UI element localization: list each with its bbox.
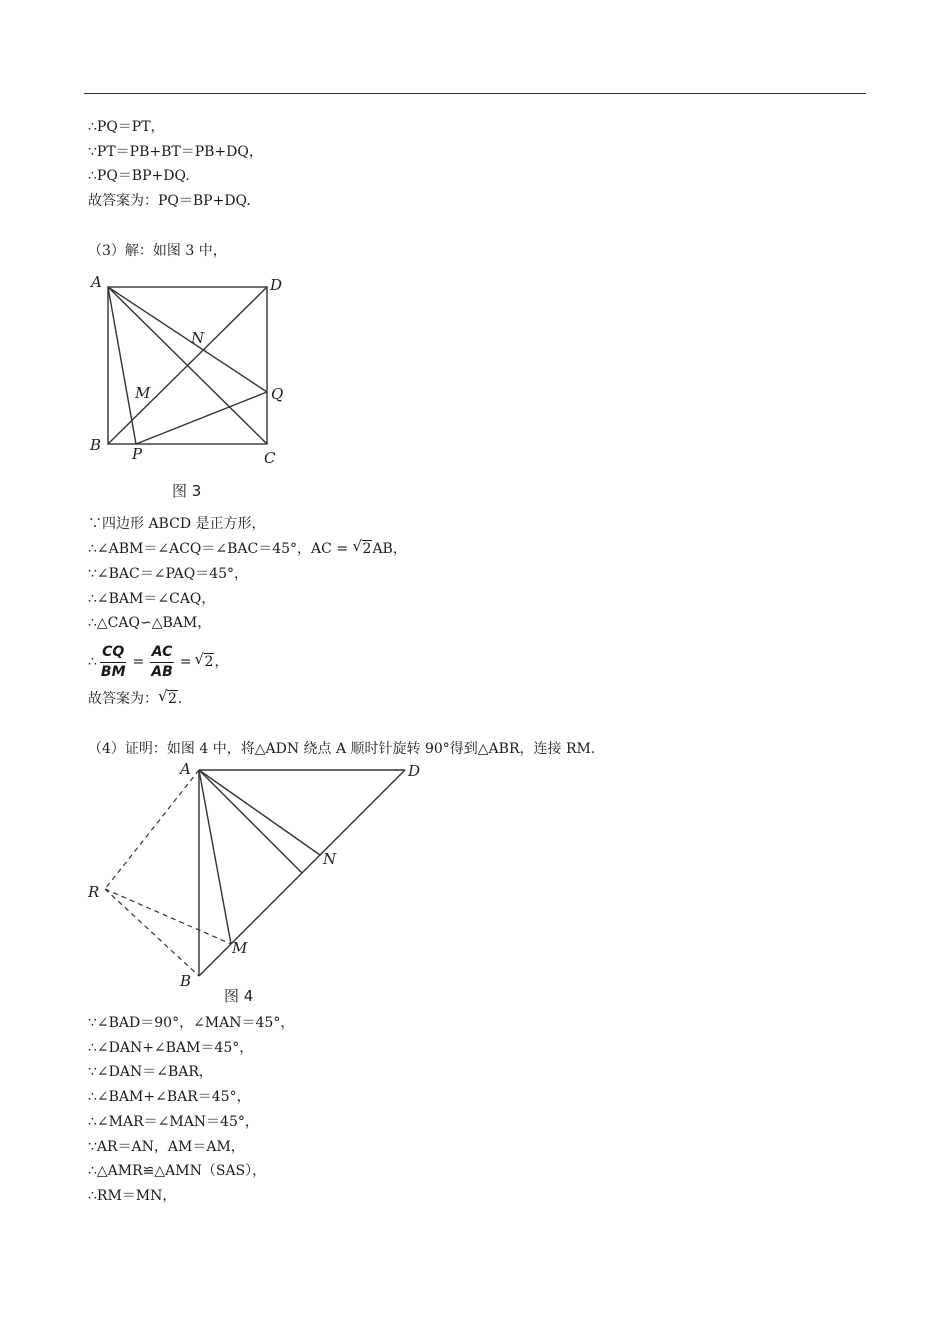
text-line: ∵四边形 ABCD 是正方形，	[88, 516, 266, 532]
label-q: Q	[271, 385, 284, 403]
text-segment: ∴	[88, 654, 97, 670]
text-line: （4）证明：如图 4 中，将△ADN 绕点 A 顺时针旋转 90°得到△ABR，连接 RM.	[88, 741, 596, 757]
sqrt-expression: √ 2	[194, 650, 214, 670]
text-line: ∵PT＝PB+BT＝PB+DQ，	[88, 144, 263, 160]
label-n: N	[323, 850, 337, 868]
sqrt-expression: √ 2	[352, 537, 372, 557]
text-line-fraction	[88, 641, 228, 683]
text-line: （3）解：如图 3 中，	[88, 243, 227, 259]
label-p: P	[132, 445, 143, 463]
figure-3	[84, 270, 299, 505]
text-line	[88, 537, 407, 558]
text-line: ∴∠BAM+∠BAR＝45°，	[88, 1089, 251, 1105]
header-rule	[84, 93, 866, 94]
label-d: D	[270, 276, 283, 294]
text-line: ∴PQ＝PT，	[88, 119, 165, 135]
text-segment: .	[177, 691, 183, 707]
segment-rb	[105, 889, 199, 976]
text-line: ∵∠DAN＝∠BAR，	[88, 1064, 213, 1080]
text-line: ∴△CAQ∽△BAM，	[88, 615, 212, 631]
text-line: ∵AR＝AN，AM＝AM，	[88, 1139, 245, 1155]
label-c: C	[264, 449, 276, 467]
text-segment: ∴∠ABM＝∠ACQ＝∠BAC＝45°，AC =	[88, 541, 349, 557]
text-segment: AB，	[372, 541, 407, 557]
fraction-cq-bm: $\frac{CQ}{BM}$	[100, 643, 126, 680]
segment-aq	[108, 287, 267, 392]
segment-an	[199, 770, 320, 855]
text-line: 故答案为：PQ＝BP+DQ.	[88, 193, 251, 209]
label-b: B	[180, 972, 192, 990]
label-a: A	[91, 273, 102, 291]
text-line: ∴△AMR≌△AMN（SAS），	[88, 1163, 267, 1179]
label-m: M	[232, 939, 248, 957]
text-line: ∴∠DAN+∠BAM＝45°，	[88, 1040, 254, 1056]
figure-4-caption: 图 4	[224, 987, 254, 1005]
text-line: ∴PQ＝BP+DQ.	[88, 168, 190, 184]
text-line	[88, 687, 183, 708]
text-segment: ，	[214, 654, 229, 670]
fraction-ac-ab: $\frac{AC}{AB}$	[151, 643, 173, 680]
text-line: ∵∠BAC＝∠PAQ＝45°，	[88, 566, 249, 582]
text-segment: =	[179, 654, 192, 670]
segment-pq	[136, 392, 267, 444]
text-line: ∵∠BAD＝90°，∠MAN＝45°，	[88, 1015, 295, 1031]
label-n: N	[191, 329, 205, 347]
text-line: ∴RM＝MN，	[88, 1188, 177, 1204]
text-segment: =	[132, 654, 145, 670]
label-r: R	[88, 883, 100, 901]
text-line: ∴∠MAR＝∠MAN＝45°，	[88, 1114, 259, 1130]
label-d: D	[408, 762, 421, 780]
text-segment: 故答案为：	[88, 691, 158, 707]
figure-4	[84, 758, 434, 1008]
label-b: B	[90, 436, 102, 454]
sqrt-expression: √ 2	[158, 687, 177, 707]
segment-ar	[105, 770, 199, 889]
segment-rm	[105, 889, 231, 944]
text-line: ∴∠BAM＝∠CAQ，	[88, 591, 216, 607]
label-a: A	[180, 760, 191, 778]
figure-3-caption: 图 3	[172, 482, 202, 500]
label-m: M	[135, 384, 151, 402]
segment-am	[199, 770, 231, 944]
